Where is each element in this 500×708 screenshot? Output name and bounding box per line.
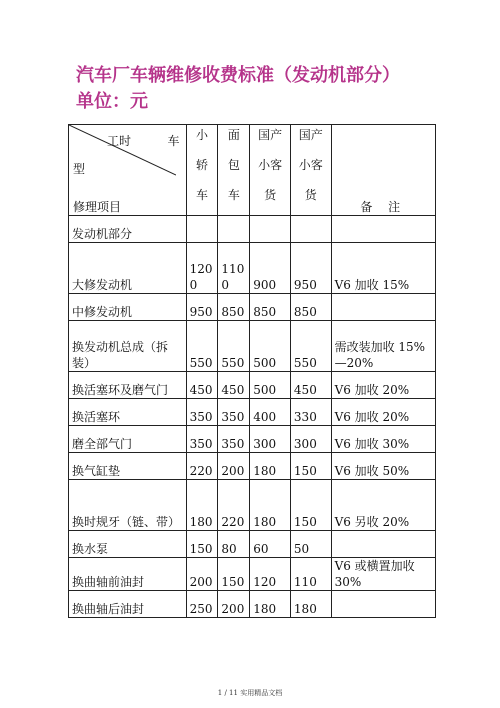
cell-price: 300 xyxy=(250,426,291,453)
cell-price: 550 xyxy=(218,321,250,372)
header-item-label: 修理项目 xyxy=(73,200,122,214)
cell-item: 磨全部气门 xyxy=(69,426,187,453)
cell-price: 350 xyxy=(186,426,218,453)
header-hours-label: 工时 xyxy=(107,134,132,148)
cell-note xyxy=(331,591,435,618)
table-row xyxy=(69,426,436,453)
cell-price: 120 0 xyxy=(186,243,218,294)
cell-price: 220 xyxy=(186,453,218,480)
table-row xyxy=(69,372,436,399)
cell-price: 220 xyxy=(218,480,250,531)
table-row xyxy=(69,591,436,618)
page-title: 汽车厂车辆维修收费标准（发动机部分） xyxy=(76,65,400,86)
cell-price: 150 xyxy=(290,453,331,480)
cell-note xyxy=(331,294,435,321)
cell-price: 150 xyxy=(218,558,250,591)
cell-price: 250 xyxy=(186,591,218,618)
cell-price: 200 xyxy=(218,591,250,618)
cell-item: 换曲轴前油封 xyxy=(69,558,187,591)
cell-price: 450 xyxy=(186,372,218,399)
cell-item: 中修发动机 xyxy=(69,294,187,321)
cell-note: V6 加收 20% xyxy=(331,372,435,399)
cell-price: 450 xyxy=(290,372,331,399)
cell-item: 换水泵 xyxy=(69,531,187,558)
cell-price: 950 xyxy=(290,243,331,294)
cell-price: 200 xyxy=(218,453,250,480)
cell-item: 换气缸垫 xyxy=(69,453,187,480)
header-type-label: 型 xyxy=(73,162,86,176)
cell-price: 180 xyxy=(250,591,291,618)
cell-price: 200 xyxy=(186,558,218,591)
table-row xyxy=(69,399,436,426)
fee-table xyxy=(68,124,436,618)
diagonal-header-cell xyxy=(69,125,187,216)
cell-price: 500 xyxy=(250,372,291,399)
cell-price: 110 0 xyxy=(218,243,250,294)
unit-label: 单位：元 xyxy=(76,91,148,112)
cell-price: 180 xyxy=(250,480,291,531)
cell-note: V6 另收 20% xyxy=(331,480,435,531)
table-row xyxy=(69,321,436,372)
table-row xyxy=(69,453,436,480)
cell-price: 150 xyxy=(290,480,331,531)
cell-note: V6 加收 20% xyxy=(331,399,435,426)
cell-price: 550 xyxy=(186,321,218,372)
cell-item: 换活塞环及磨气门 xyxy=(69,372,187,399)
cell-note: V6 加收 15% xyxy=(331,243,435,294)
cell-price: 110 xyxy=(290,558,331,591)
table-row xyxy=(69,531,436,558)
cell-price: 60 xyxy=(250,531,291,558)
header-vehicle-label: 车 xyxy=(167,134,180,148)
page-footer: 1 / 11 实用精品文档 xyxy=(217,689,283,697)
cell-price: 450 xyxy=(218,372,250,399)
table-row xyxy=(69,243,436,294)
cell-price: 850 xyxy=(250,294,291,321)
cell-price: 350 xyxy=(186,399,218,426)
table-row xyxy=(69,294,436,321)
cell-price: 900 xyxy=(250,243,291,294)
cell-price: 180 xyxy=(186,480,218,531)
cell-note: V6 加收 30% xyxy=(331,426,435,453)
cell-price: 400 xyxy=(250,399,291,426)
cell-price: 350 xyxy=(218,426,250,453)
header-van: 面 包 车 xyxy=(218,125,250,216)
header-domestic-a: 国产 小客 货 xyxy=(250,125,291,216)
cell-item: 换发动机总成（拆 装） xyxy=(69,321,187,372)
cell-item: 换时规牙（链、带） xyxy=(69,480,187,531)
table-header-row xyxy=(69,125,436,216)
cell-price: 550 xyxy=(290,321,331,372)
cell-note: V6 加收 50% xyxy=(331,453,435,480)
cell-item: 换活塞环 xyxy=(69,399,187,426)
cell-price: 300 xyxy=(290,426,331,453)
cell-price: 180 xyxy=(290,591,331,618)
cell-price: 950 xyxy=(186,294,218,321)
cell-item: 大修发动机 xyxy=(69,243,187,294)
cell-note: 需改装加收 15%—20% xyxy=(331,321,435,372)
cell-price: 850 xyxy=(290,294,331,321)
cell-price: 330 xyxy=(290,399,331,426)
cell-price: 50 xyxy=(290,531,331,558)
cell-price: 120 xyxy=(250,558,291,591)
cell-price: 350 xyxy=(218,399,250,426)
cell-price: 80 xyxy=(218,531,250,558)
cell-note xyxy=(331,531,435,558)
header-domestic-b: 国产 小客 货 xyxy=(290,125,331,216)
cell-item: 换曲轴后油封 xyxy=(69,591,187,618)
cell-note: V6 或横置加收 30% xyxy=(331,558,435,591)
section-row xyxy=(69,216,436,243)
cell-price: 850 xyxy=(218,294,250,321)
cell-price: 180 xyxy=(250,453,291,480)
table-row xyxy=(69,558,436,591)
cell-price: 150 xyxy=(186,531,218,558)
table-row xyxy=(69,480,436,531)
header-notes: 备 注 xyxy=(331,125,435,216)
cell-price: 500 xyxy=(250,321,291,372)
header-small-car: 小 轿 车 xyxy=(186,125,218,216)
section-label: 发动机部分 xyxy=(69,216,187,243)
